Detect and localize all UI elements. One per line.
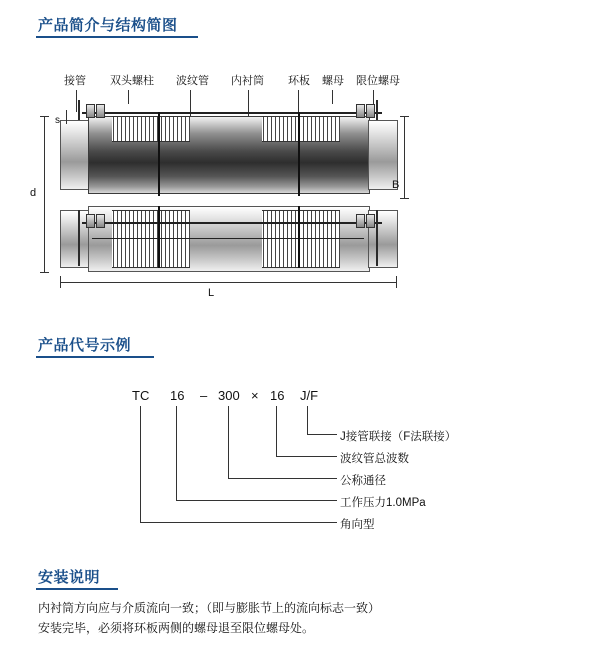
nut-top-right-b <box>366 104 375 118</box>
code-token-tc: TC <box>132 388 150 403</box>
section-title-install-underline <box>36 588 118 590</box>
left-pipe-top <box>60 120 90 190</box>
nut-bottom-right-a <box>356 214 365 228</box>
callout-label-luomu: 螺母 <box>322 75 344 87</box>
ring-plate-top <box>298 112 300 196</box>
leader-1 <box>76 90 77 112</box>
bellows-left-top <box>112 116 190 142</box>
section-title-code-underline <box>36 356 154 358</box>
code-token-dash: – <box>200 388 208 403</box>
dim-L-right-tick <box>396 276 397 288</box>
section-title-intro: 产品简介与结构简图 <box>38 17 178 34</box>
stud-top-left <box>78 100 80 120</box>
leader-2 <box>128 90 129 104</box>
dimension-label-B: B <box>392 179 400 191</box>
callout-label-bowenguan: 波纹管 <box>176 75 209 87</box>
leader-6 <box>332 90 333 104</box>
code-token-connection: J/F <box>300 388 319 403</box>
ring-plate-bottom-left <box>158 206 160 268</box>
leader-5 <box>298 90 299 112</box>
code-line-pressure-v <box>176 406 177 500</box>
dim-L-left-tick <box>60 276 61 288</box>
dim-s-tick <box>66 110 67 124</box>
dimension-label-s: s <box>55 115 60 126</box>
code-desc-pressure: 工作压力1.0MPa <box>340 497 426 509</box>
ring-plate-top-left <box>158 112 160 196</box>
dim-B-bottom-tick <box>400 198 409 199</box>
section-title-intro-underline <box>36 36 198 38</box>
code-line-type-h <box>140 522 337 523</box>
callout-label-shuangtouluozhu: 双头螺柱 <box>110 75 154 87</box>
code-desc-dn: 公称通径 <box>340 475 386 487</box>
callout-label-neichentong: 内衬筒 <box>231 75 264 87</box>
code-line-pressure-h <box>176 500 337 501</box>
dim-d-line <box>44 116 45 272</box>
dim-B-line <box>404 116 405 198</box>
product-code-example <box>0 372 600 552</box>
liner-centerline <box>92 238 364 239</box>
code-token-waves: 16 <box>270 388 285 403</box>
bellows-right-bottom <box>262 210 340 268</box>
code-desc-connection: J接管联接（F法联接） <box>340 431 457 443</box>
dim-L-line <box>60 282 396 283</box>
stud-top-right <box>376 100 378 120</box>
bellows-right-top <box>262 116 340 142</box>
nut-top-left-a <box>86 104 95 118</box>
callout-label-jieguan: 接管 <box>64 75 86 87</box>
code-line-type-v <box>140 406 141 522</box>
ring-plate-bottom-right <box>298 206 300 268</box>
nut-top-right-a <box>356 104 365 118</box>
dim-d-bottom-tick <box>40 272 49 273</box>
tie-rod-bottom <box>82 222 382 224</box>
code-line-jf-h <box>307 434 337 435</box>
install-note-line-1: 内衬筒方向应与介质流向一致；（即与膨胀节上的流向标志一致） <box>38 601 381 615</box>
code-desc-type: 角向型 <box>340 519 375 531</box>
code-line-waves-h <box>276 456 337 457</box>
section-title-install: 安装说明 <box>38 569 101 586</box>
install-notes <box>38 598 558 638</box>
code-line-waves-v <box>276 406 277 456</box>
install-note-line-2: 安装完毕，必须将环板两侧的螺母退至限位螺母处。 <box>38 621 315 635</box>
structure-diagram <box>0 60 600 300</box>
nut-bottom-left-b <box>96 214 105 228</box>
nut-bottom-right-b <box>366 214 375 228</box>
leader-7 <box>373 90 374 104</box>
code-desc-waves: 波纹管总波数 <box>340 453 409 465</box>
code-line-jf-v <box>307 406 308 434</box>
code-line-dn-h <box>228 478 337 479</box>
bellows-left-bottom <box>112 210 190 268</box>
dim-d-top-tick <box>40 116 49 117</box>
section-title-code: 产品代号示例 <box>38 337 132 354</box>
nut-top-left-b <box>96 104 105 118</box>
dimension-label-d: d <box>30 187 37 199</box>
nut-bottom-left-a <box>86 214 95 228</box>
code-line-dn-v <box>228 406 229 478</box>
stud-bottom-right <box>376 210 378 266</box>
stud-bottom-left <box>78 210 80 266</box>
dim-B-top-tick <box>400 116 409 117</box>
code-token-dn: 300 <box>218 388 240 403</box>
callout-label-xianweiluomu: 限位螺母 <box>356 75 400 87</box>
code-token-times: × <box>251 388 259 403</box>
code-token-pressure: 16 <box>170 388 185 403</box>
dimension-label-L: L <box>208 287 215 299</box>
tie-rod-top <box>82 112 382 114</box>
callout-label-huanban: 环板 <box>288 75 310 87</box>
